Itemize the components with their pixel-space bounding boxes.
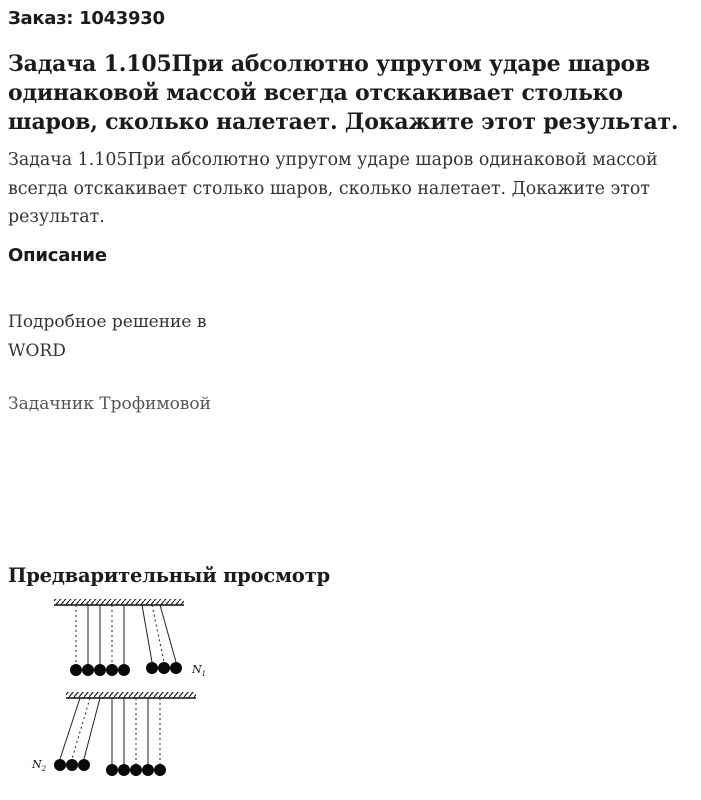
bottom-support bbox=[66, 692, 196, 698]
description-heading: Описание bbox=[8, 245, 107, 266]
page-title: Задача 1.105При абсолютно упругом ударе шаров одинаковой массой всегда отскакивает столько шаров, сколько налетает. Докажите этот результат. bbox=[8, 51, 679, 135]
top-strings bbox=[76, 605, 176, 664]
top-support bbox=[54, 599, 184, 605]
pendulum-figure bbox=[24, 595, 224, 785]
description-line-1: Подробное решение в bbox=[8, 312, 207, 332]
bottom-strings bbox=[60, 698, 160, 765]
order-number: Заказ: 1043930 bbox=[8, 8, 165, 29]
top-balls bbox=[70, 662, 182, 676]
source-book: Задачник Трофимовой bbox=[8, 394, 211, 414]
label-n1: $N_1$ bbox=[192, 663, 207, 678]
bottom-balls bbox=[54, 759, 166, 776]
preview-heading: Предварительный просмотр bbox=[8, 564, 330, 587]
label-n2: $N_2$ bbox=[32, 758, 47, 773]
description-text bbox=[8, 308, 248, 365]
problem-text: Задача 1.105При абсолютно упругом ударе шаров одинаковой массой всегда отскакивает столько шаров, сколько налетает. Докажите этот результат. bbox=[8, 150, 658, 227]
description-line-2: WORD bbox=[8, 340, 66, 361]
preview-image bbox=[24, 595, 224, 785]
